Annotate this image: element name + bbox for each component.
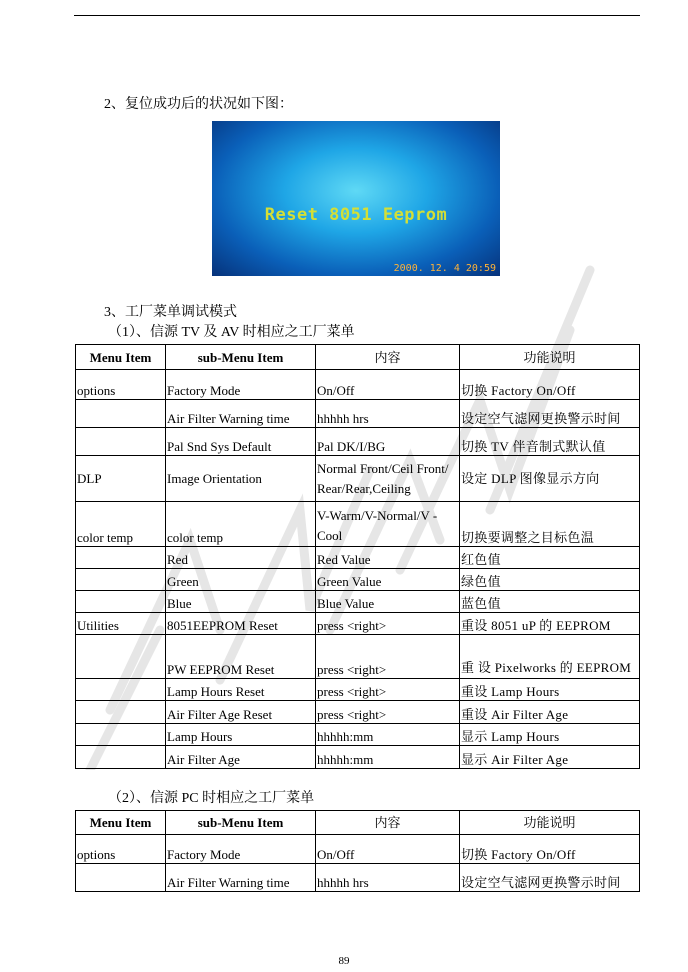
cell: Green <box>166 569 316 591</box>
table-row <box>76 679 640 701</box>
header-sub-menu-item: sub-Menu Item <box>166 811 316 835</box>
section-2-heading: 2、复位成功后的状况如下图： <box>104 97 293 112</box>
cell: Lamp Hours Reset <box>166 679 316 701</box>
table-row <box>76 613 640 635</box>
cell: hhhhh:mm <box>316 746 460 769</box>
cell: Red <box>166 547 316 569</box>
cell: PW EEPROM Reset <box>166 635 316 679</box>
table-header-row <box>76 811 640 835</box>
table-row <box>76 370 640 400</box>
cell: Pal Snd Sys Default <box>166 428 316 456</box>
cell: 设定空气滤网更换警示时间 <box>460 400 640 428</box>
cell: Air Filter Age <box>166 746 316 769</box>
cell <box>76 547 166 569</box>
cell: press <right> <box>316 679 460 701</box>
sub1-heading: （1）、信源 TV 及 AV 时相应之工厂菜单 <box>108 325 355 340</box>
header-menu-item: Menu Item <box>76 811 166 835</box>
cell: 8051EEPROM Reset <box>166 613 316 635</box>
cell: Normal Front/Ceil Front/ Rear/Rear,Ceiling <box>316 456 460 502</box>
cell <box>76 679 166 701</box>
page-number: 89 <box>338 955 350 967</box>
table-row <box>76 591 640 613</box>
section-3-heading: 3、工厂菜单调试模式 <box>104 305 237 320</box>
cell: options <box>76 370 166 400</box>
cell: 重设 Lamp Hours <box>460 679 640 701</box>
cell: DLP <box>76 456 166 502</box>
cell: 切换 Factory On/Off <box>460 835 640 864</box>
cell: Air Filter Age Reset <box>166 701 316 724</box>
header-sub-menu-item: sub-Menu Item <box>166 345 316 370</box>
cell: 显示 Air Filter Age <box>460 746 640 769</box>
cell: 切换 TV 伴音制式默认值 <box>460 428 640 456</box>
cell: options <box>76 835 166 864</box>
sub2-heading: （2）、信源 PC 时相应之工厂菜单 <box>108 791 315 806</box>
factory-menu-table-tv-av <box>75 344 640 769</box>
cell <box>76 701 166 724</box>
cell: Blue Value <box>316 591 460 613</box>
table-row <box>76 701 640 724</box>
cell: Air Filter Warning time <box>166 400 316 428</box>
cell: Red Value <box>316 547 460 569</box>
table-row <box>76 635 640 679</box>
cell: hhhhh hrs <box>316 400 460 428</box>
header-function: 功能说明 <box>460 345 640 370</box>
cell: Pal DK/I/BG <box>316 428 460 456</box>
cell <box>76 569 166 591</box>
table-row <box>76 569 640 591</box>
table-row <box>76 864 640 892</box>
header-menu-item: Menu Item <box>76 345 166 370</box>
factory-menu-table-pc <box>75 810 640 892</box>
table-row <box>76 428 640 456</box>
cell: color temp <box>76 502 166 547</box>
cell: 设定 DLP 图像显示方向 <box>460 456 640 502</box>
cell: hhhhh hrs <box>316 864 460 892</box>
cell: 重设 Air Filter Age <box>460 701 640 724</box>
cell <box>76 864 166 892</box>
cell: Utilities <box>76 613 166 635</box>
table-row <box>76 547 640 569</box>
header-content: 内容 <box>316 345 460 370</box>
cell: 显示 Lamp Hours <box>460 724 640 746</box>
cell: press <right> <box>316 613 460 635</box>
cell: Lamp Hours <box>166 724 316 746</box>
cell: press <right> <box>316 635 460 679</box>
cell: On/Off <box>316 835 460 864</box>
table-row <box>76 746 640 769</box>
cell: Air Filter Warning time <box>166 864 316 892</box>
reset-photo <box>212 121 500 276</box>
cell: color temp <box>166 502 316 547</box>
cell: 切换要调整之目标色温 <box>460 502 640 547</box>
photo-caption-text: Reset 8051 Eeprom <box>264 205 448 225</box>
cell: V-Warm/V-Normal/V -Cool <box>316 502 460 547</box>
cell: 绿色值 <box>460 569 640 591</box>
cell: 切换 Factory On/Off <box>460 370 640 400</box>
photo-date-stamp: 2000. 12. 4 20:59 <box>393 263 496 274</box>
header-function: 功能说明 <box>460 811 640 835</box>
cell: 重设 8051 uP 的 EEPROM <box>460 613 640 635</box>
table-header-row <box>76 345 640 370</box>
cell: On/Off <box>316 370 460 400</box>
header-rule <box>74 15 640 16</box>
cell <box>76 635 166 679</box>
cell: Blue <box>166 591 316 613</box>
table-row <box>76 456 640 502</box>
cell <box>76 746 166 769</box>
cell: 重 设 Pixelworks 的 EEPROM <box>460 635 640 679</box>
table-row <box>76 835 640 864</box>
cell: Image Orientation <box>166 456 316 502</box>
cell <box>76 428 166 456</box>
cell: 设定空气滤网更换警示时间 <box>460 864 640 892</box>
cell: press <right> <box>316 701 460 724</box>
cell: 蓝色值 <box>460 591 640 613</box>
table-row <box>76 724 640 746</box>
table-row <box>76 502 640 547</box>
header-content: 内容 <box>316 811 460 835</box>
table-row <box>76 400 640 428</box>
cell: Factory Mode <box>166 370 316 400</box>
cell: Green Value <box>316 569 460 591</box>
cell <box>76 400 166 428</box>
cell: Factory Mode <box>166 835 316 864</box>
cell <box>76 724 166 746</box>
cell <box>76 591 166 613</box>
cell: hhhhh:mm <box>316 724 460 746</box>
cell: 红色值 <box>460 547 640 569</box>
